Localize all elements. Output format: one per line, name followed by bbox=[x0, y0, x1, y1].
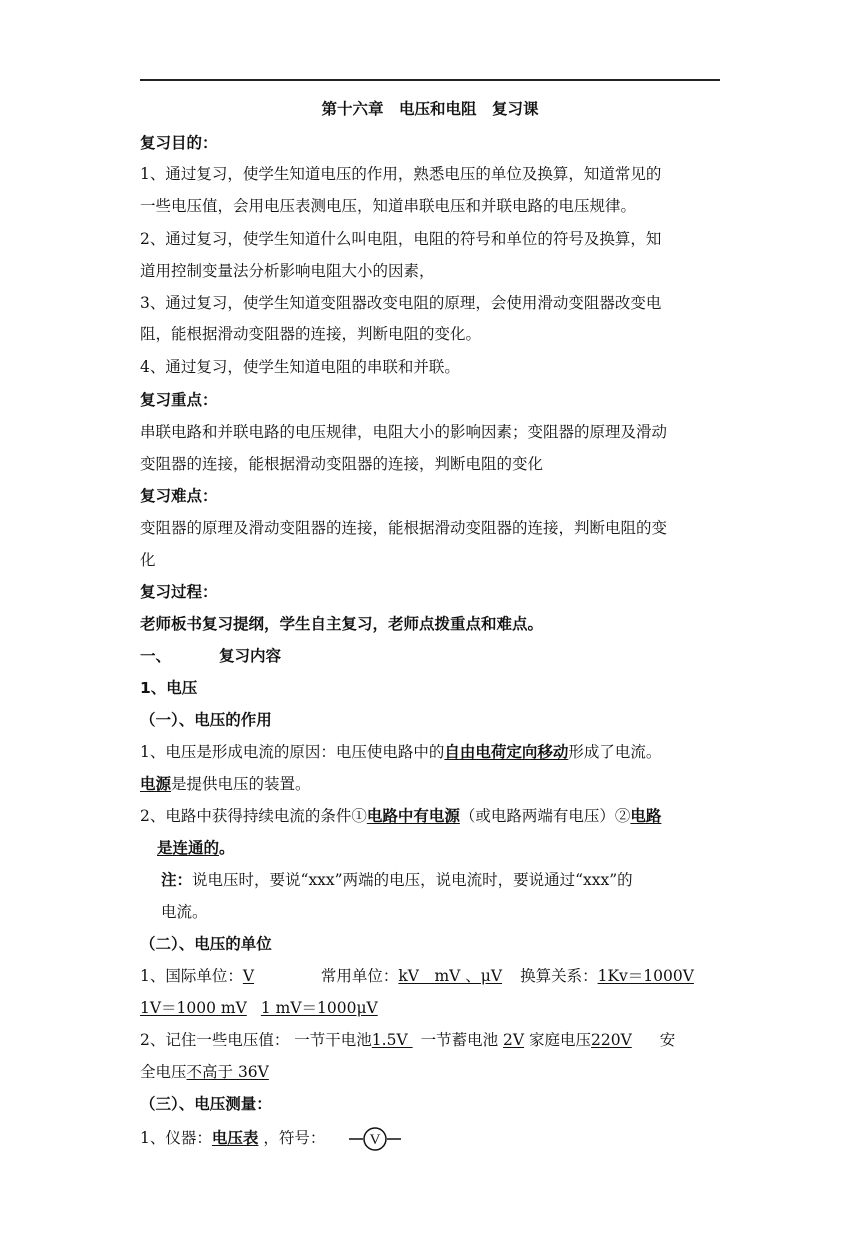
voltage-function-subheading: （一）、电压的作用 bbox=[140, 711, 272, 729]
objective-3-line-2: 阻，能根据滑动变阻器的连接，判断电阻的变化。 bbox=[140, 325, 482, 343]
objective-2-line-2: 道用控制变量法分析影响电阻大小的因素， bbox=[140, 262, 435, 280]
text-run: 1、国际单位： bbox=[140, 967, 243, 985]
process-text: 老师板书复习提纲，学生自主复习，老师点拨重点和难点。 bbox=[140, 615, 544, 633]
objective-4: 4、通过复习，使学生知道电阻的串联和并联。 bbox=[140, 358, 460, 376]
text-run: 1、仪器： bbox=[140, 1129, 212, 1147]
note-line-1 bbox=[161, 870, 746, 890]
process-heading: 复习过程： bbox=[140, 583, 218, 601]
difficulties-line-1: 变阻器的原理及滑动变阻器的连接，能根据滑动变阻器的连接，判断电阻的变 bbox=[140, 519, 668, 537]
text-run: （或电路两端有电压）② bbox=[459, 807, 631, 825]
text-run: 2、电路中获得持续电流的条件① bbox=[140, 807, 367, 825]
text-run: 全电压 bbox=[140, 1063, 187, 1081]
underlined-answer: 1V＝1000 mV bbox=[140, 999, 247, 1017]
text-run: 1、电压是形成电流的原因：电压使电路中的 bbox=[140, 743, 445, 761]
part-one-label: 复习内容 bbox=[219, 647, 282, 665]
note-line-2: 电流。 bbox=[161, 903, 208, 921]
underlined-answer: 220V bbox=[591, 1031, 632, 1049]
underlined-answer: 不高于 36V bbox=[186, 1063, 269, 1081]
part-one-number: 一、 bbox=[140, 647, 172, 665]
voltage-measurement-subheading: （三）、电压测量： bbox=[140, 1095, 272, 1113]
underlined-answer: 电路中有电源 bbox=[366, 807, 460, 825]
voltmeter-letter: V bbox=[369, 1132, 381, 1148]
voltmeter-symbol-icon bbox=[349, 1126, 403, 1152]
voltage-heading: 1、电压 bbox=[140, 679, 198, 697]
key-points-line-1: 串联电路和并联电路的电压规律，电阻大小的影响因素；变阻器的原理及滑动 bbox=[140, 423, 668, 441]
key-points-heading: 复习重点： bbox=[140, 391, 218, 409]
voltage-point-1-line-2 bbox=[140, 774, 725, 794]
text-run: ，符号： bbox=[258, 1129, 326, 1147]
part-one-heading bbox=[140, 646, 725, 666]
text-run: 形成了电流。 bbox=[568, 743, 662, 761]
underlined-answer: 1 mV＝1000μV bbox=[260, 999, 378, 1017]
text-run: 。 bbox=[219, 839, 235, 857]
underlined-answer: 1Kv＝1000V bbox=[597, 967, 694, 985]
text-run: 是提供电压的装置。 bbox=[171, 775, 311, 793]
text-run: 家庭电压 bbox=[524, 1031, 592, 1049]
text-run: 一节蓄电池 bbox=[420, 1031, 504, 1049]
unit-line-2 bbox=[140, 998, 725, 1018]
objective-2-line-1: 2、通过复习，使学生知道什么叫电阻，电阻的符号和单位的符号及换算，知 bbox=[140, 230, 662, 248]
text-run: 说电压时，要说“xxx”两端的电压，说电流时，要说通过“xxx”的 bbox=[192, 871, 633, 889]
voltage-point-1-line-1 bbox=[140, 742, 725, 762]
underlined-answer: 是连通的 bbox=[157, 839, 220, 857]
objective-3-line-1: 3、通过复习，使学生知道变阻器改变电阻的原理，会使用滑动变阻器改变电 bbox=[140, 294, 662, 312]
underlined-answer: V bbox=[242, 967, 255, 985]
unit-line-1 bbox=[140, 966, 725, 986]
page-title: 第十六章 电压和电阻 复习课 bbox=[321, 100, 539, 118]
note-label: 注： bbox=[161, 871, 193, 889]
underlined-answer: 2V bbox=[503, 1031, 525, 1049]
underlined-answer: 电压表 bbox=[211, 1129, 259, 1147]
underlined-answer: kV mV 、μV bbox=[398, 967, 503, 985]
text-run: 安 bbox=[659, 1031, 676, 1049]
difficulties-heading: 复习难点： bbox=[140, 487, 218, 505]
text-run: 常用单位： bbox=[320, 967, 399, 985]
difficulties-line-2: 化 bbox=[140, 551, 156, 569]
voltage-point-2-line-2 bbox=[157, 838, 742, 858]
text-run: 2、记住一些电压值： 一节干电池 bbox=[140, 1031, 372, 1049]
voltage-point-2-line-1 bbox=[140, 806, 725, 826]
common-voltages-line-2 bbox=[140, 1062, 725, 1082]
text-run: 换算关系： bbox=[520, 967, 598, 985]
measurement-line-1 bbox=[140, 1126, 725, 1152]
header-rule bbox=[140, 79, 720, 81]
common-voltages-line-1 bbox=[140, 1030, 725, 1050]
objective-1-line-2: 一些电压值，会用电压表测电压，知道串联电压和并联电路的电压规律。 bbox=[140, 197, 637, 215]
underlined-answer: 自由电荷定向移动 bbox=[444, 743, 569, 761]
voltage-unit-subheading: （二）、电压的单位 bbox=[140, 935, 272, 953]
objectives-heading: 复习目的： bbox=[140, 134, 218, 152]
key-points-line-2: 变阻器的连接，能根据滑动变阻器的连接，判断电阻的变化 bbox=[140, 455, 544, 473]
underlined-answer: 电路 bbox=[630, 807, 662, 825]
underlined-answer: 1.5V bbox=[371, 1031, 413, 1049]
underlined-answer: 电源 bbox=[140, 775, 172, 793]
objective-1-line-1: 1、通过复习，使学生知道电压的作用，熟悉电压的单位及换算，知道常见的 bbox=[140, 165, 662, 183]
